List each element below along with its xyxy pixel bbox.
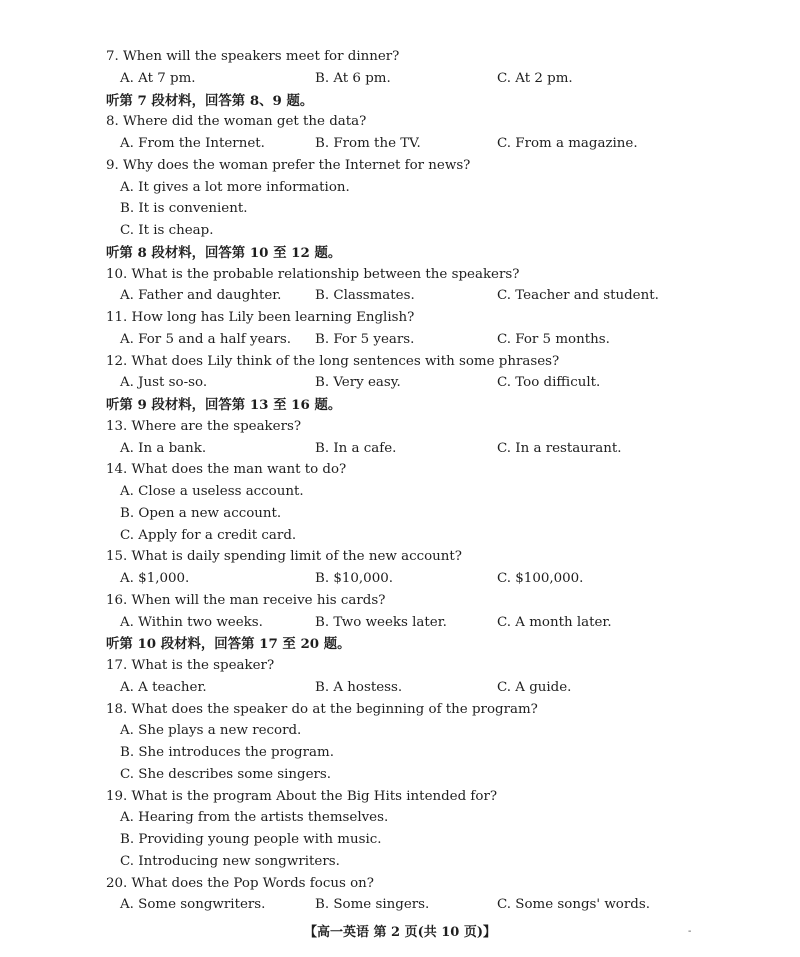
question-text: 8. Where did the woman get the data?	[106, 114, 367, 130]
answer-option: C. She describes some singers.	[120, 766, 332, 782]
option-a: A. For 5 and a half years.	[120, 331, 292, 347]
answer-option: B. It is convenient.	[120, 201, 248, 217]
option-a: A. Father and daughter.	[120, 288, 282, 304]
section-heading: 听第 9 段材料，回答第 13 至 16 题。	[106, 397, 342, 413]
option-a: A. Within two weeks.	[120, 614, 263, 630]
option-c: C. Teacher and student.	[497, 288, 659, 304]
option-b: B. For 5 years.	[315, 331, 415, 347]
section-heading: 听第 8 段材料，回答第 10 至 12 题。	[106, 244, 342, 261]
question-text: 13. Where are the speakers?	[106, 418, 302, 434]
option-a: A. At 7 pm.	[120, 70, 196, 86]
section-heading: 听第 10 段材料，回答第 17 至 20 题。	[106, 636, 351, 653]
answer-option: C. Apply for a credit card.	[120, 527, 297, 543]
question-text: 14. What does the man want to do?	[106, 462, 347, 478]
option-c: C. Too difficult.	[497, 375, 601, 391]
option-b: B. Two weeks later.	[315, 614, 447, 630]
question-text: 9. Why does the woman prefer the Internet for news?	[106, 157, 471, 173]
option-b: B. $10,000.	[315, 571, 393, 586]
answer-option: A. She plays a new record.	[120, 723, 302, 739]
answer-option: A. It gives a lot more information.	[120, 179, 350, 195]
option-a: A. In a bank.	[120, 440, 207, 456]
question-text: 11. How long has Lily been learning English?	[106, 310, 415, 325]
page-footer: 【高一英语 第 2 页(共 10 页)】	[303, 925, 497, 940]
option-b: B. In a cafe.	[315, 440, 397, 456]
option-c: C. Some songs' words.	[497, 897, 650, 913]
option-c: C. In a restaurant.	[497, 440, 622, 456]
question-text: 18. What does the speaker do at the beginning of the program?	[106, 701, 538, 717]
option-a: A. A teacher.	[120, 679, 207, 695]
option-c: C. From a magazine.	[497, 136, 638, 151]
question-text: 17. What is the speaker?	[106, 658, 275, 673]
section-heading: 听第 7 段材料，回答第 8、9 题。	[106, 92, 314, 109]
question-text: 12. What does Lily think of the long sentences with some phrases?	[106, 353, 560, 369]
answer-option: B. She introduces the program.	[120, 745, 334, 760]
option-c: C. A guide.	[497, 679, 572, 695]
option-c: C. A month later.	[497, 614, 612, 630]
option-a: A. From the Internet.	[120, 136, 265, 151]
option-b: B. A hostess.	[315, 679, 403, 695]
option-c: C. $100,000.	[497, 571, 584, 586]
option-b: B. Classmates.	[315, 288, 415, 304]
option-a: A. $1,000.	[120, 571, 190, 586]
answer-option: A. Close a useless account.	[120, 484, 304, 499]
option-c: C. At 2 pm.	[497, 70, 573, 86]
option-a: A. Some songwriters.	[120, 897, 266, 913]
answer-option: B. Open a new account.	[120, 505, 282, 521]
answer-option: B. Providing young people with music.	[120, 832, 382, 847]
option-c: C. For 5 months.	[497, 331, 610, 347]
question-text: 10. What is the probable relationship between the speakers?	[106, 266, 520, 282]
question-text: 20. What does the Pop Words focus on?	[106, 875, 374, 891]
answer-option: C. Introducing new songwriters.	[120, 853, 340, 869]
question-text: 19. What is the program About the Big Hits intended for?	[106, 788, 498, 804]
option-b: B. From the TV.	[315, 136, 421, 151]
option-b: B. Some singers.	[315, 897, 430, 913]
answer-option: A. Hearing from the artists themselves.	[120, 810, 389, 826]
question-text: 7. When will the speakers meet for dinner?	[106, 49, 400, 64]
option-b: B. Very easy.	[315, 375, 401, 391]
option-b: B. At 6 pm.	[315, 70, 391, 86]
question-text: 15. What is daily spending limit of the new account?	[106, 549, 462, 565]
corner-mark: -	[688, 926, 692, 937]
question-text: 16. When will the man receive his cards?	[106, 592, 386, 608]
answer-option: C. It is cheap.	[120, 223, 214, 238]
option-a: A. Just so-so.	[120, 375, 208, 391]
